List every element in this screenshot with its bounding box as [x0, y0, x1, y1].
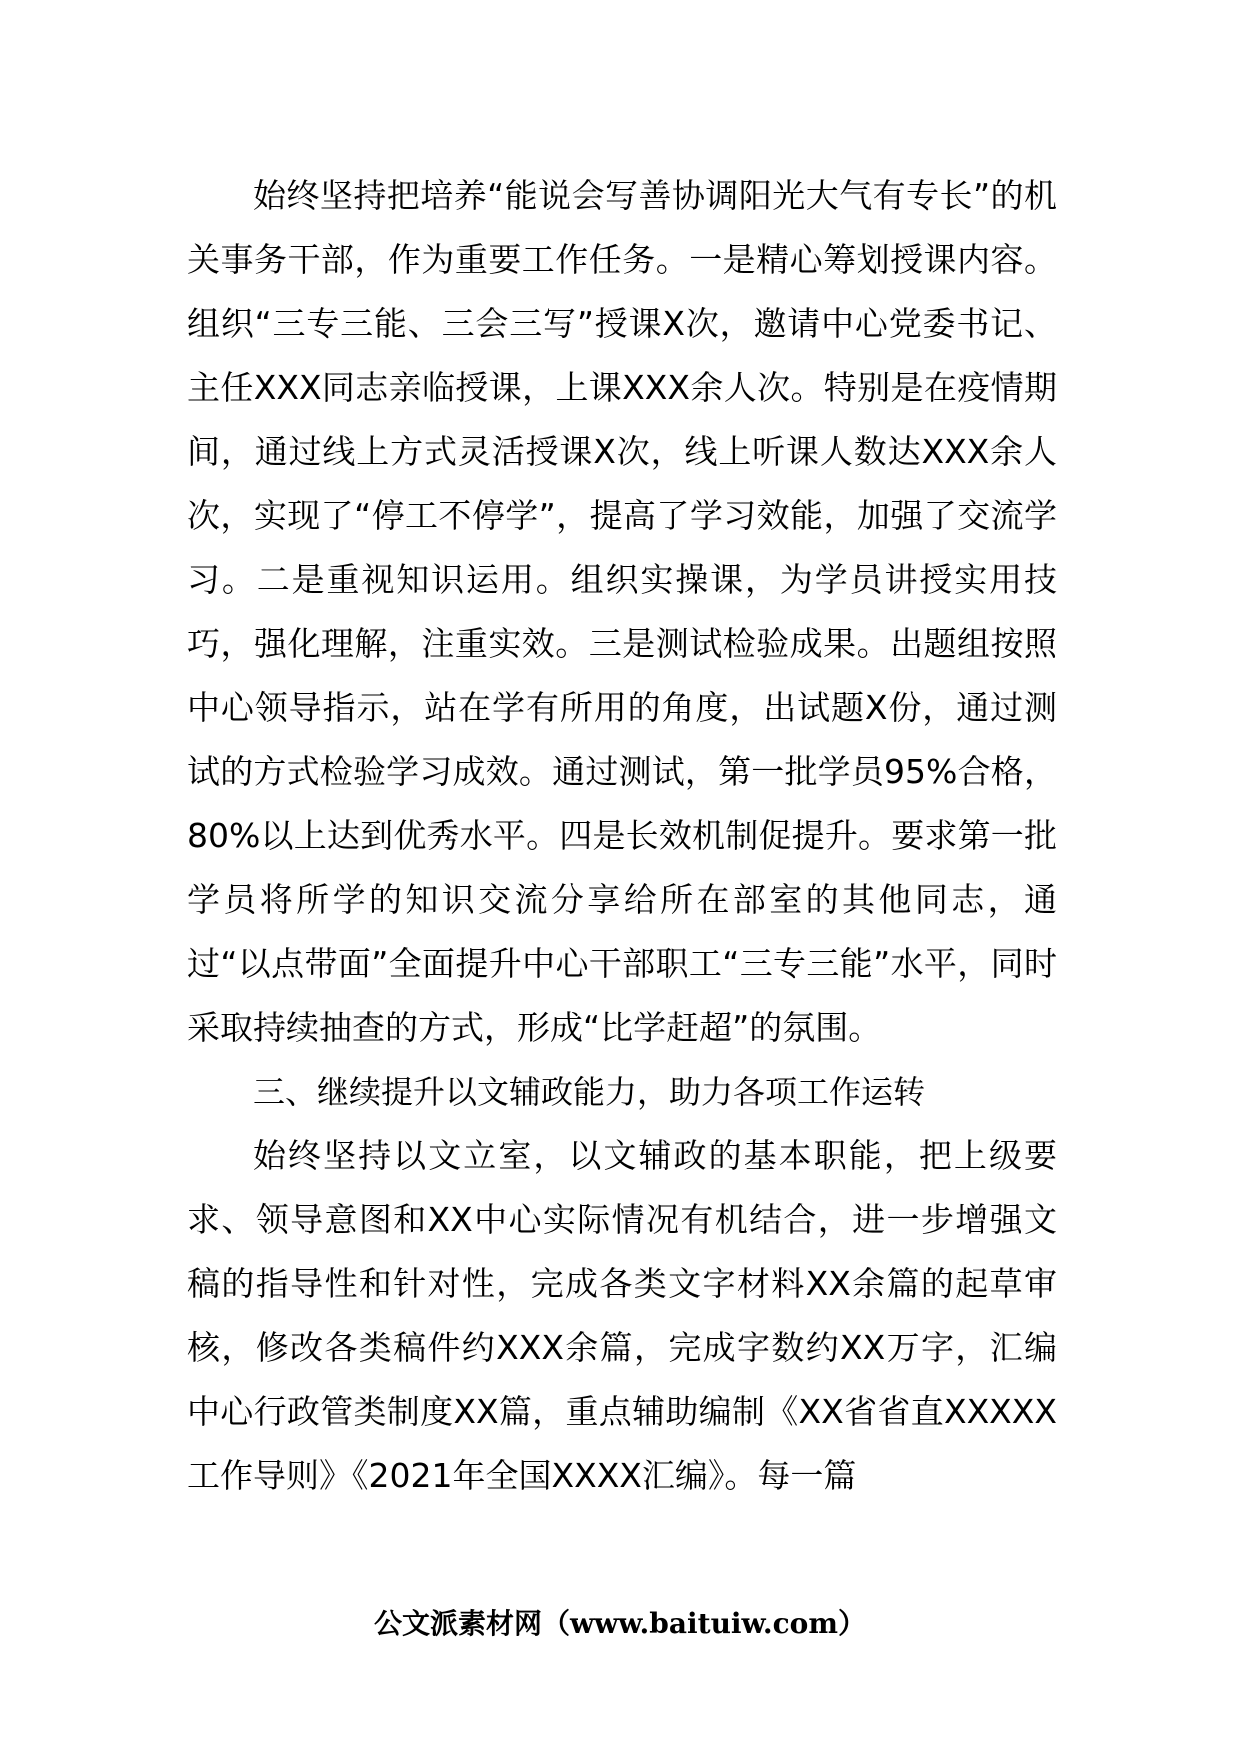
paragraph-training: 始终坚持把培养“能说会写善协调阳光大气有专长”的机关事务干部，作为重要工作任务。一是精心筹划授课内容。组织“三专三能、三会三写”授课X次，邀请中心党委书记、主任XXX同志亲临授课，上课XXX余人次。特别是在疫情期间，通过线上方式灵活授课X次，线上听课人数达XXX余人次，实现了“停工不停学”，提高了学习效能，加强了交流学习。二是重视知识运用。组织实操课，为学员讲授实用技巧，强化理解，注重实效。三是测试检验成果。出题组按照中心领导指示，站在学有所用的角度，出试题X份，通过测试的方式检验学习成效。通过测试，第一批学员95%合格，80%以上达到优秀水平。四是长效机制促提升。要求第一批学员将所学的知识交流分享给所在部室的其他同志，通过“以点带面”全面提升中心干部职工“三专三能”水平，同时采取持续抽查的方式，形成“比学赶超”的氛围。	[187, 176, 1057, 1047]
page-footer-watermark: 公文派素材网（www.baituiw.com）	[374, 1607, 866, 1640]
paragraph-writing: 始终坚持以文立室，以文辅政的基本职能，把上级要求、领导意图和XX中心实际情况有机结合，进一步增强文稿的指导性和针对性，完成各类文字材料XX余篇的起草审核，修改各类稿件约XXX余篇，完成字数约XX万字，汇编中心行政管类制度XX篇，重点辅助编制《XX省省直XXXXX工作导则》《2021年全国XXXX汇编》。每一篇	[187, 1136, 1057, 1495]
document-body	[187, 164, 1057, 1508]
section-heading-three: 三、继续提升以文辅政能力，助力各项工作运转	[253, 1073, 926, 1111]
